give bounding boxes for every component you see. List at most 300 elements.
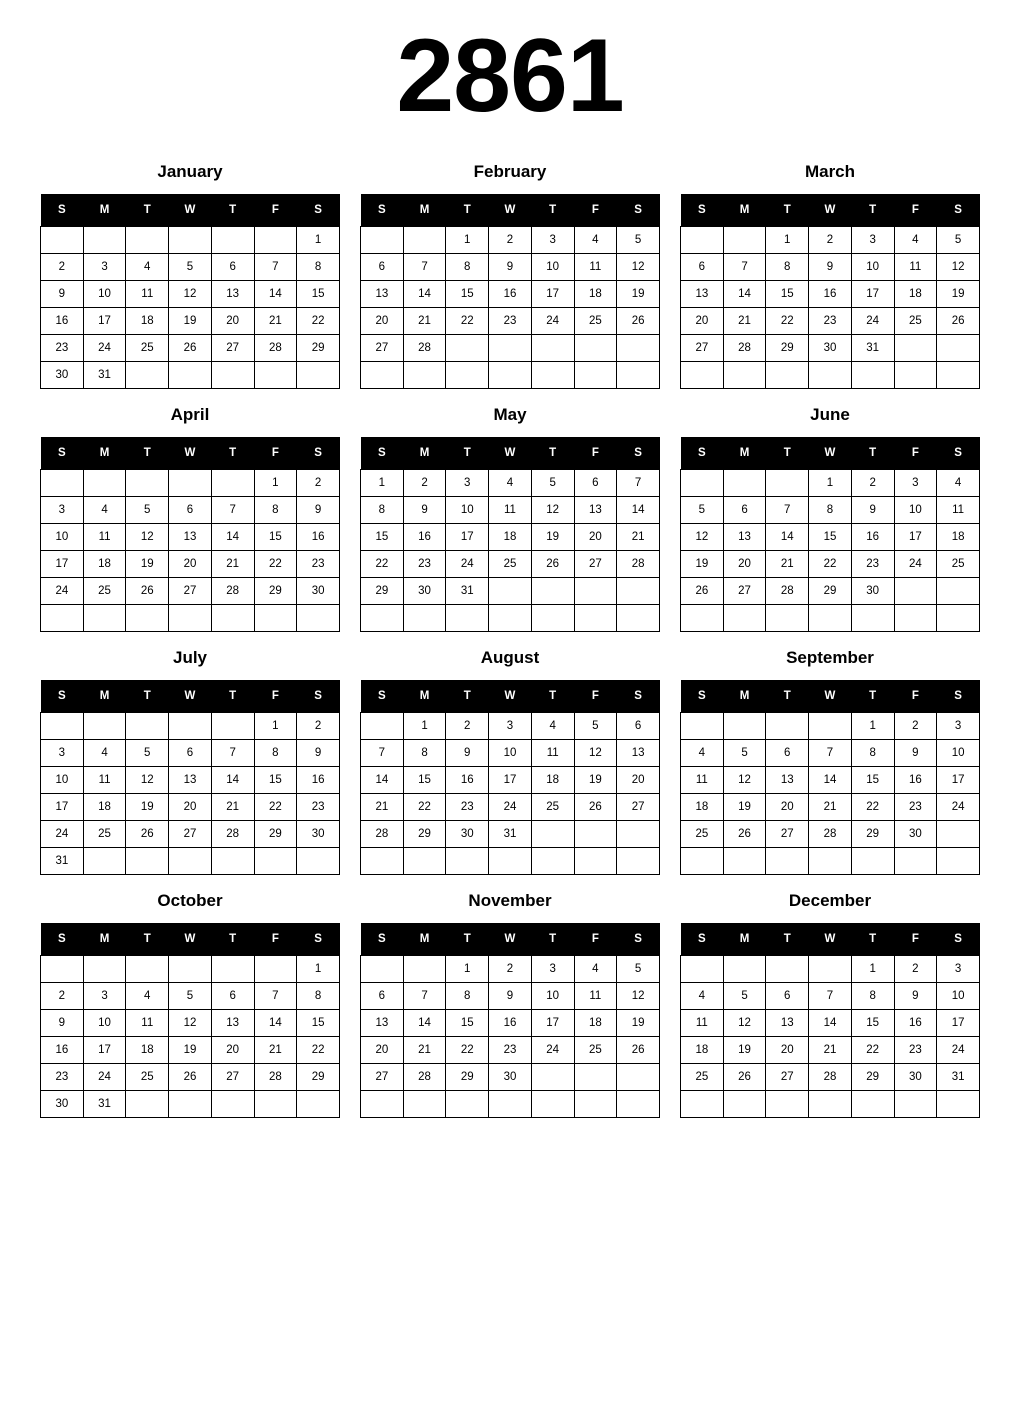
day-cell[interactable]: 3	[41, 740, 84, 767]
day-cell[interactable]: 4	[937, 470, 980, 497]
day-cell[interactable]: 2	[894, 713, 937, 740]
day-cell[interactable]: 10	[894, 497, 937, 524]
day-cell[interactable]: 25	[681, 821, 724, 848]
day-cell[interactable]: 20	[169, 794, 212, 821]
day-cell[interactable]: 25	[937, 551, 980, 578]
day-cell[interactable]: 18	[574, 1010, 617, 1037]
day-cell[interactable]: 5	[169, 254, 212, 281]
day-cell[interactable]: 13	[361, 281, 404, 308]
day-cell[interactable]: 15	[446, 281, 489, 308]
day-cell[interactable]: 4	[83, 740, 126, 767]
day-cell[interactable]: 26	[574, 794, 617, 821]
day-cell[interactable]: 31	[851, 335, 894, 362]
day-cell[interactable]: 26	[126, 821, 169, 848]
day-cell[interactable]: 13	[211, 1010, 254, 1037]
day-cell[interactable]: 11	[681, 767, 724, 794]
day-cell[interactable]: 23	[297, 794, 340, 821]
day-cell[interactable]: 11	[489, 497, 532, 524]
day-cell[interactable]: 1	[446, 956, 489, 983]
day-cell[interactable]: 26	[723, 821, 766, 848]
day-cell[interactable]: 14	[403, 281, 446, 308]
day-cell[interactable]: 27	[574, 551, 617, 578]
day-cell[interactable]: 3	[446, 470, 489, 497]
day-cell[interactable]: 19	[169, 1037, 212, 1064]
day-cell[interactable]: 17	[531, 1010, 574, 1037]
day-cell[interactable]: 1	[297, 956, 340, 983]
day-cell[interactable]: 23	[894, 1037, 937, 1064]
day-cell[interactable]: 12	[681, 524, 724, 551]
day-cell[interactable]: 24	[446, 551, 489, 578]
day-cell[interactable]: 21	[211, 551, 254, 578]
day-cell[interactable]: 7	[617, 470, 660, 497]
day-cell[interactable]: 13	[361, 1010, 404, 1037]
day-cell[interactable]: 24	[489, 794, 532, 821]
day-cell[interactable]: 18	[489, 524, 532, 551]
day-cell[interactable]: 14	[254, 1010, 297, 1037]
day-cell[interactable]: 28	[254, 1064, 297, 1091]
day-cell[interactable]: 2	[297, 713, 340, 740]
day-cell[interactable]: 11	[83, 767, 126, 794]
day-cell[interactable]: 31	[446, 578, 489, 605]
day-cell[interactable]: 2	[489, 227, 532, 254]
day-cell[interactable]: 9	[403, 497, 446, 524]
day-cell[interactable]: 18	[83, 551, 126, 578]
day-cell[interactable]: 16	[297, 767, 340, 794]
day-cell[interactable]: 9	[41, 281, 84, 308]
day-cell[interactable]: 2	[489, 956, 532, 983]
day-cell[interactable]: 15	[403, 767, 446, 794]
day-cell[interactable]: 28	[809, 821, 852, 848]
day-cell[interactable]: 25	[894, 308, 937, 335]
day-cell[interactable]: 15	[361, 524, 404, 551]
day-cell[interactable]: 26	[531, 551, 574, 578]
day-cell[interactable]: 10	[41, 524, 84, 551]
day-cell[interactable]: 1	[851, 713, 894, 740]
day-cell[interactable]: 17	[937, 1010, 980, 1037]
day-cell[interactable]: 15	[297, 281, 340, 308]
day-cell[interactable]: 9	[297, 740, 340, 767]
day-cell[interactable]: 19	[937, 281, 980, 308]
day-cell[interactable]: 8	[297, 983, 340, 1010]
day-cell[interactable]: 30	[851, 578, 894, 605]
day-cell[interactable]: 17	[83, 308, 126, 335]
day-cell[interactable]: 28	[403, 335, 446, 362]
day-cell[interactable]: 7	[809, 740, 852, 767]
day-cell[interactable]: 5	[723, 740, 766, 767]
day-cell[interactable]: 10	[41, 767, 84, 794]
day-cell[interactable]: 25	[126, 335, 169, 362]
day-cell[interactable]: 11	[574, 254, 617, 281]
day-cell[interactable]: 27	[169, 821, 212, 848]
day-cell[interactable]: 17	[894, 524, 937, 551]
day-cell[interactable]: 8	[297, 254, 340, 281]
day-cell[interactable]: 5	[169, 983, 212, 1010]
day-cell[interactable]: 9	[489, 983, 532, 1010]
day-cell[interactable]: 6	[169, 497, 212, 524]
day-cell[interactable]: 11	[894, 254, 937, 281]
day-cell[interactable]: 13	[169, 767, 212, 794]
day-cell[interactable]: 20	[169, 551, 212, 578]
day-cell[interactable]: 16	[809, 281, 852, 308]
day-cell[interactable]: 19	[126, 794, 169, 821]
day-cell[interactable]: 12	[723, 1010, 766, 1037]
day-cell[interactable]: 6	[169, 740, 212, 767]
day-cell[interactable]: 20	[361, 308, 404, 335]
day-cell[interactable]: 26	[937, 308, 980, 335]
day-cell[interactable]: 31	[83, 362, 126, 389]
day-cell[interactable]: 19	[531, 524, 574, 551]
day-cell[interactable]: 22	[809, 551, 852, 578]
day-cell[interactable]: 7	[403, 254, 446, 281]
day-cell[interactable]: 3	[41, 497, 84, 524]
day-cell[interactable]: 28	[809, 1064, 852, 1091]
day-cell[interactable]: 13	[723, 524, 766, 551]
day-cell[interactable]: 12	[531, 497, 574, 524]
day-cell[interactable]: 29	[851, 821, 894, 848]
day-cell[interactable]: 18	[681, 1037, 724, 1064]
day-cell[interactable]: 18	[83, 794, 126, 821]
day-cell[interactable]: 24	[531, 308, 574, 335]
day-cell[interactable]: 10	[937, 740, 980, 767]
day-cell[interactable]: 7	[211, 740, 254, 767]
day-cell[interactable]: 27	[361, 335, 404, 362]
day-cell[interactable]: 1	[446, 227, 489, 254]
day-cell[interactable]: 28	[766, 578, 809, 605]
day-cell[interactable]: 6	[766, 740, 809, 767]
day-cell[interactable]: 16	[851, 524, 894, 551]
day-cell[interactable]: 31	[83, 1091, 126, 1118]
day-cell[interactable]: 2	[41, 983, 84, 1010]
day-cell[interactable]: 3	[489, 713, 532, 740]
day-cell[interactable]: 7	[254, 983, 297, 1010]
day-cell[interactable]: 29	[766, 335, 809, 362]
day-cell[interactable]: 12	[937, 254, 980, 281]
day-cell[interactable]: 17	[83, 1037, 126, 1064]
day-cell[interactable]: 29	[809, 578, 852, 605]
day-cell[interactable]: 28	[617, 551, 660, 578]
day-cell[interactable]: 18	[531, 767, 574, 794]
day-cell[interactable]: 12	[617, 254, 660, 281]
day-cell[interactable]: 6	[211, 983, 254, 1010]
day-cell[interactable]: 21	[361, 794, 404, 821]
day-cell[interactable]: 21	[254, 308, 297, 335]
day-cell[interactable]: 8	[254, 740, 297, 767]
day-cell[interactable]: 5	[574, 713, 617, 740]
day-cell[interactable]: 14	[766, 524, 809, 551]
day-cell[interactable]: 13	[617, 740, 660, 767]
day-cell[interactable]: 4	[574, 956, 617, 983]
day-cell[interactable]: 20	[766, 1037, 809, 1064]
day-cell[interactable]: 12	[126, 524, 169, 551]
day-cell[interactable]: 25	[126, 1064, 169, 1091]
day-cell[interactable]: 26	[723, 1064, 766, 1091]
day-cell[interactable]: 1	[851, 956, 894, 983]
day-cell[interactable]: 30	[446, 821, 489, 848]
day-cell[interactable]: 24	[41, 821, 84, 848]
day-cell[interactable]: 17	[41, 551, 84, 578]
day-cell[interactable]: 15	[297, 1010, 340, 1037]
day-cell[interactable]: 4	[126, 983, 169, 1010]
day-cell[interactable]: 28	[403, 1064, 446, 1091]
day-cell[interactable]: 2	[809, 227, 852, 254]
day-cell[interactable]: 24	[83, 335, 126, 362]
day-cell[interactable]: 6	[766, 983, 809, 1010]
day-cell[interactable]: 25	[83, 821, 126, 848]
day-cell[interactable]: 19	[723, 1037, 766, 1064]
day-cell[interactable]: 14	[617, 497, 660, 524]
day-cell[interactable]: 23	[851, 551, 894, 578]
day-cell[interactable]: 31	[41, 848, 84, 875]
day-cell[interactable]: 1	[254, 470, 297, 497]
day-cell[interactable]: 6	[681, 254, 724, 281]
day-cell[interactable]: 10	[83, 1010, 126, 1037]
day-cell[interactable]: 23	[41, 335, 84, 362]
day-cell[interactable]: 11	[126, 1010, 169, 1037]
day-cell[interactable]: 24	[531, 1037, 574, 1064]
day-cell[interactable]: 2	[403, 470, 446, 497]
day-cell[interactable]: 15	[254, 767, 297, 794]
day-cell[interactable]: 19	[723, 794, 766, 821]
day-cell[interactable]: 3	[531, 956, 574, 983]
day-cell[interactable]: 30	[809, 335, 852, 362]
day-cell[interactable]: 12	[723, 767, 766, 794]
day-cell[interactable]: 20	[211, 1037, 254, 1064]
day-cell[interactable]: 19	[681, 551, 724, 578]
day-cell[interactable]: 1	[403, 713, 446, 740]
day-cell[interactable]: 22	[851, 794, 894, 821]
day-cell[interactable]: 29	[361, 578, 404, 605]
day-cell[interactable]: 9	[809, 254, 852, 281]
day-cell[interactable]: 18	[126, 308, 169, 335]
day-cell[interactable]: 22	[254, 551, 297, 578]
day-cell[interactable]: 23	[446, 794, 489, 821]
day-cell[interactable]: 29	[851, 1064, 894, 1091]
day-cell[interactable]: 20	[211, 308, 254, 335]
day-cell[interactable]: 28	[211, 821, 254, 848]
day-cell[interactable]: 6	[361, 254, 404, 281]
day-cell[interactable]: 7	[211, 497, 254, 524]
day-cell[interactable]: 11	[937, 497, 980, 524]
day-cell[interactable]: 22	[766, 308, 809, 335]
day-cell[interactable]: 15	[809, 524, 852, 551]
day-cell[interactable]: 19	[574, 767, 617, 794]
day-cell[interactable]: 1	[297, 227, 340, 254]
day-cell[interactable]: 26	[126, 578, 169, 605]
day-cell[interactable]: 26	[169, 1064, 212, 1091]
day-cell[interactable]: 28	[254, 335, 297, 362]
day-cell[interactable]: 4	[83, 497, 126, 524]
day-cell[interactable]: 17	[531, 281, 574, 308]
day-cell[interactable]: 11	[126, 281, 169, 308]
day-cell[interactable]: 7	[809, 983, 852, 1010]
day-cell[interactable]: 9	[894, 983, 937, 1010]
day-cell[interactable]: 30	[41, 1091, 84, 1118]
day-cell[interactable]: 3	[531, 227, 574, 254]
day-cell[interactable]: 16	[894, 767, 937, 794]
day-cell[interactable]: 2	[41, 254, 84, 281]
day-cell[interactable]: 9	[446, 740, 489, 767]
day-cell[interactable]: 2	[851, 470, 894, 497]
day-cell[interactable]: 5	[531, 470, 574, 497]
day-cell[interactable]: 15	[254, 524, 297, 551]
day-cell[interactable]: 12	[617, 983, 660, 1010]
day-cell[interactable]: 30	[489, 1064, 532, 1091]
day-cell[interactable]: 8	[766, 254, 809, 281]
day-cell[interactable]: 30	[41, 362, 84, 389]
day-cell[interactable]: 22	[446, 1037, 489, 1064]
day-cell[interactable]: 25	[83, 578, 126, 605]
day-cell[interactable]: 23	[403, 551, 446, 578]
day-cell[interactable]: 14	[403, 1010, 446, 1037]
day-cell[interactable]: 4	[126, 254, 169, 281]
day-cell[interactable]: 26	[681, 578, 724, 605]
day-cell[interactable]: 6	[574, 470, 617, 497]
day-cell[interactable]: 22	[297, 308, 340, 335]
day-cell[interactable]: 21	[254, 1037, 297, 1064]
day-cell[interactable]: 17	[937, 767, 980, 794]
day-cell[interactable]: 27	[361, 1064, 404, 1091]
day-cell[interactable]: 8	[403, 740, 446, 767]
day-cell[interactable]: 27	[723, 578, 766, 605]
day-cell[interactable]: 13	[169, 524, 212, 551]
day-cell[interactable]: 25	[681, 1064, 724, 1091]
day-cell[interactable]: 20	[617, 767, 660, 794]
day-cell[interactable]: 27	[681, 335, 724, 362]
day-cell[interactable]: 13	[211, 281, 254, 308]
day-cell[interactable]: 18	[937, 524, 980, 551]
day-cell[interactable]: 13	[574, 497, 617, 524]
day-cell[interactable]: 22	[403, 794, 446, 821]
day-cell[interactable]: 3	[83, 983, 126, 1010]
day-cell[interactable]: 2	[894, 956, 937, 983]
day-cell[interactable]: 22	[297, 1037, 340, 1064]
day-cell[interactable]: 8	[851, 740, 894, 767]
day-cell[interactable]: 30	[297, 821, 340, 848]
day-cell[interactable]: 8	[361, 497, 404, 524]
day-cell[interactable]: 3	[894, 470, 937, 497]
day-cell[interactable]: 17	[489, 767, 532, 794]
day-cell[interactable]: 23	[41, 1064, 84, 1091]
day-cell[interactable]: 16	[894, 1010, 937, 1037]
day-cell[interactable]: 9	[851, 497, 894, 524]
day-cell[interactable]: 21	[766, 551, 809, 578]
day-cell[interactable]: 27	[766, 821, 809, 848]
day-cell[interactable]: 26	[617, 1037, 660, 1064]
day-cell[interactable]: 5	[937, 227, 980, 254]
day-cell[interactable]: 2	[297, 470, 340, 497]
day-cell[interactable]: 29	[297, 1064, 340, 1091]
day-cell[interactable]: 16	[297, 524, 340, 551]
day-cell[interactable]: 15	[446, 1010, 489, 1037]
day-cell[interactable]: 5	[617, 227, 660, 254]
day-cell[interactable]: 12	[126, 767, 169, 794]
day-cell[interactable]: 16	[41, 1037, 84, 1064]
day-cell[interactable]: 27	[211, 335, 254, 362]
day-cell[interactable]: 31	[937, 1064, 980, 1091]
day-cell[interactable]: 1	[254, 713, 297, 740]
day-cell[interactable]: 16	[489, 1010, 532, 1037]
day-cell[interactable]: 14	[723, 281, 766, 308]
day-cell[interactable]: 16	[403, 524, 446, 551]
day-cell[interactable]: 8	[851, 983, 894, 1010]
day-cell[interactable]: 31	[489, 821, 532, 848]
day-cell[interactable]: 29	[297, 335, 340, 362]
day-cell[interactable]: 13	[766, 767, 809, 794]
day-cell[interactable]: 4	[681, 983, 724, 1010]
day-cell[interactable]: 23	[894, 794, 937, 821]
day-cell[interactable]: 11	[574, 983, 617, 1010]
day-cell[interactable]: 23	[489, 1037, 532, 1064]
day-cell[interactable]: 4	[681, 740, 724, 767]
day-cell[interactable]: 19	[617, 1010, 660, 1037]
day-cell[interactable]: 28	[211, 578, 254, 605]
day-cell[interactable]: 17	[41, 794, 84, 821]
day-cell[interactable]: 3	[851, 227, 894, 254]
day-cell[interactable]: 10	[489, 740, 532, 767]
day-cell[interactable]: 13	[766, 1010, 809, 1037]
day-cell[interactable]: 5	[126, 740, 169, 767]
day-cell[interactable]: 9	[894, 740, 937, 767]
day-cell[interactable]: 19	[169, 308, 212, 335]
day-cell[interactable]: 29	[254, 821, 297, 848]
day-cell[interactable]: 9	[489, 254, 532, 281]
day-cell[interactable]: 8	[446, 254, 489, 281]
day-cell[interactable]: 2	[446, 713, 489, 740]
day-cell[interactable]: 14	[361, 767, 404, 794]
day-cell[interactable]: 1	[766, 227, 809, 254]
day-cell[interactable]: 12	[169, 1010, 212, 1037]
day-cell[interactable]: 27	[766, 1064, 809, 1091]
day-cell[interactable]: 20	[681, 308, 724, 335]
day-cell[interactable]: 21	[403, 1037, 446, 1064]
day-cell[interactable]: 5	[617, 956, 660, 983]
day-cell[interactable]: 27	[169, 578, 212, 605]
day-cell[interactable]: 24	[83, 1064, 126, 1091]
day-cell[interactable]: 24	[937, 1037, 980, 1064]
day-cell[interactable]: 11	[531, 740, 574, 767]
day-cell[interactable]: 17	[446, 524, 489, 551]
day-cell[interactable]: 13	[681, 281, 724, 308]
day-cell[interactable]: 21	[809, 1037, 852, 1064]
day-cell[interactable]: 3	[937, 713, 980, 740]
day-cell[interactable]: 25	[574, 1037, 617, 1064]
day-cell[interactable]: 10	[531, 254, 574, 281]
day-cell[interactable]: 7	[361, 740, 404, 767]
day-cell[interactable]: 24	[41, 578, 84, 605]
day-cell[interactable]: 10	[851, 254, 894, 281]
day-cell[interactable]: 7	[766, 497, 809, 524]
day-cell[interactable]: 27	[211, 1064, 254, 1091]
day-cell[interactable]: 14	[211, 524, 254, 551]
day-cell[interactable]: 7	[723, 254, 766, 281]
day-cell[interactable]: 27	[617, 794, 660, 821]
day-cell[interactable]: 30	[894, 1064, 937, 1091]
day-cell[interactable]: 28	[361, 821, 404, 848]
day-cell[interactable]: 12	[574, 740, 617, 767]
day-cell[interactable]: 21	[211, 794, 254, 821]
day-cell[interactable]: 3	[937, 956, 980, 983]
day-cell[interactable]: 11	[681, 1010, 724, 1037]
day-cell[interactable]: 26	[169, 335, 212, 362]
day-cell[interactable]: 30	[403, 578, 446, 605]
day-cell[interactable]: 15	[851, 1010, 894, 1037]
day-cell[interactable]: 23	[489, 308, 532, 335]
day-cell[interactable]: 4	[894, 227, 937, 254]
day-cell[interactable]: 9	[41, 1010, 84, 1037]
day-cell[interactable]: 6	[361, 983, 404, 1010]
day-cell[interactable]: 9	[297, 497, 340, 524]
day-cell[interactable]: 8	[809, 497, 852, 524]
